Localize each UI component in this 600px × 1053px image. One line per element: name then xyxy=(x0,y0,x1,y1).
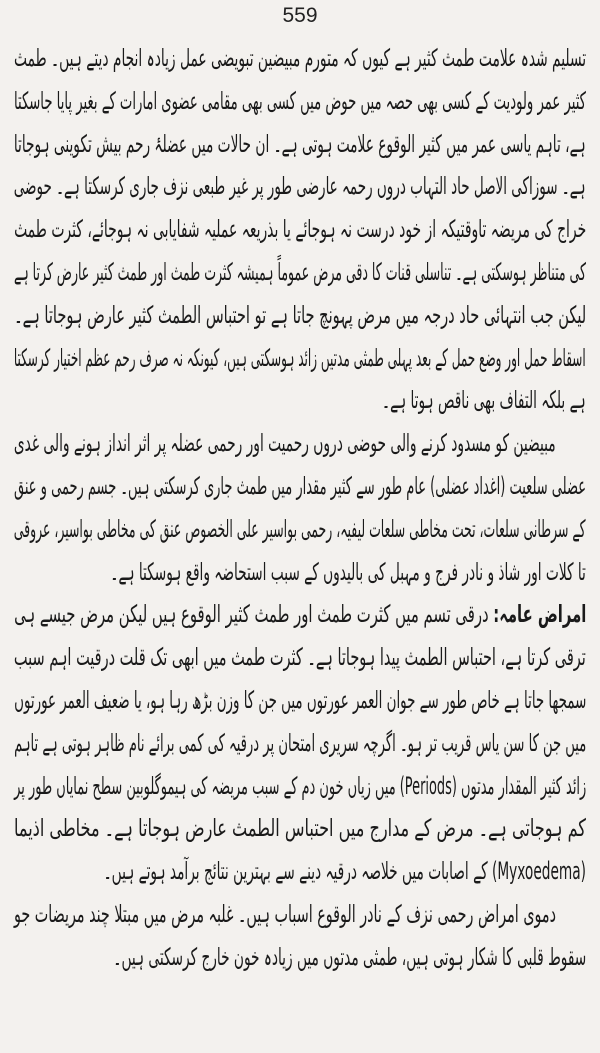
text-line xyxy=(14,124,586,164)
text-line xyxy=(14,723,586,763)
line-text: سمجھا جاتا ہے خاص طور سے جوان العمر عورتوں میں جن کا وزن بڑھ رہا ہو، یا ضعیف العمر عورتوں xyxy=(13,686,586,714)
section-heading: امراض عامہ: xyxy=(492,600,586,629)
text-line xyxy=(111,552,586,592)
line-text: دموی امراض رحمی نزف کے نادر الوقوع اسباب ہیں۔ غلبہ مرض میں مبتلا چند مریضات جو xyxy=(14,900,556,928)
line-text: ہے بلکہ التفاف بھی ناقص ہوتا ہے۔ xyxy=(382,386,586,415)
text-line xyxy=(14,509,586,549)
line-text: ہے، تاہم یاسی عمر میں کثیر الوقوع علامت ہوتی ہے۔ ان حالات میں عضلۂ رحم بیش تکوینی ہوجاتا xyxy=(14,129,586,158)
line-text: ہے۔ سوزاکی الاصل حاد التہاب دروں رحمہ عارضی طور پر غیر طبعی نزف جاری کرسکتا ہے۔ حوضی xyxy=(14,172,586,201)
line-text: ترقی کرتا ہے، احتباس الطمث پیدا ہوجاتا ہے۔ کثرت طمث میں ابھی تک قلت درقیت اہم سبب xyxy=(14,643,586,672)
text-line xyxy=(14,295,586,335)
text-line xyxy=(14,38,586,78)
text-line xyxy=(14,252,586,292)
text-line xyxy=(14,209,586,249)
line-text: کی متناظر ہوسکتی ہے۔ تناسلی قنات کا دقی مرض عموماً ہمیشہ کثرت طمث اور طمث کثیر عارض کرتا ہے xyxy=(14,258,586,286)
text-line xyxy=(382,380,586,420)
text-line xyxy=(14,166,586,206)
line-text: میں جن کا سن یاس قریب تر ہو۔ اگرچہ سریری امتحان پر درقیہ کی کمی برائے نام ظاہر ہوتی ہے تاہم xyxy=(13,728,586,757)
text-line xyxy=(14,637,586,677)
text-line xyxy=(14,680,586,720)
text-line xyxy=(104,851,586,891)
line-text: لیکن جب انتہائی حاد درجہ میں مرض پہونچ جاتا ہے تو احتباس الطمث کثیر عارض ہوجاتا ہے۔ xyxy=(13,300,586,329)
line-text: عضلی سلعیت (اغداد عضلی) عام طور سے کثیر مقدار میں طمث جاری کرسکتی ہیں۔ جسم رحمی و عنق xyxy=(14,472,586,500)
line-text: کم ہوجاتی ہے۔ مرض کے مدارج میں احتباس الطمث عارض ہوجاتا ہے۔ مخاطی اذیما xyxy=(14,814,586,843)
line-text: زائد کثیر المقدار مدتوں (Periods) میں زیاں خون دم کے سبب مریضہ کی ہیموگلوبین سطح نمایاں طور پر xyxy=(13,771,586,800)
line-text: درقی تسم میں کثرت طمث اور طمث کثیر الوقوع ہیں لیکن مرض جیسے ہی xyxy=(13,600,493,629)
line-text: خراج کی مریضہ تاوقتیکہ از خود درست نہ ہوجائے یا بذریعہ عملیہ شفایابی نہ ہوجائے، کثرت طمث xyxy=(13,215,586,244)
line-text: کثیر عمر ولودیت کے کسی بھی حصہ میں حوض میں کسی بھی مقامی عضوی امارات کے بغیر پایا جاسکتا xyxy=(14,86,586,115)
page-number: 559 xyxy=(282,4,318,27)
line-text: مبیضین کو مسدود کرنے والی حوضی دروں رحمیت اور رحمی عضلہ پر اثر انداز ہونے والی غدی xyxy=(14,429,556,458)
line-text: (Myxoedema) کے اصابات میں خلاصہ درقیہ دینے سے بہترین نتائج برآمد ہوتے ہیں۔ xyxy=(103,857,586,886)
text-line xyxy=(113,937,586,977)
line-text: کے سرطانی سلعات، تحت مخاطی سلعات لیفیہ، رحمی بواسیر علی الخصوص عنق کی مخاطی بواسیر، عروقی xyxy=(14,514,586,543)
text-line xyxy=(14,466,586,506)
text-line xyxy=(14,338,586,378)
text-line xyxy=(14,766,586,806)
line-text: تا کلات اور شاذ و نادر فرج و مہبل کی بالیدوں کے سبب استحاضہ واقع ہوسکتا ہے۔ xyxy=(110,557,586,586)
text-line xyxy=(14,423,556,463)
line-text: اسقاط حمل اور وضع حمل کے بعد پہلی طمثی مدتیں زائد ہوسکتی ہیں، کیونکہ نہ صرف رحم عظم اختیار کرسکتا xyxy=(14,343,586,372)
text-line xyxy=(14,81,586,121)
line-text: سقوط قلبی کا شکار ہوتی ہیں، طمثی مدتوں میں زیادہ خون خارج کرسکتی ہیں۔ xyxy=(113,942,586,971)
text-line xyxy=(14,808,586,848)
section-heading-line xyxy=(14,594,586,634)
line-text: تسلیم شدہ علامت طمث کثیر ہے کیوں کہ متورم مبیضین تبویضی عمل زیادہ انجام دیتے ہیں۔ طمث xyxy=(13,44,586,72)
text-line xyxy=(14,894,556,934)
